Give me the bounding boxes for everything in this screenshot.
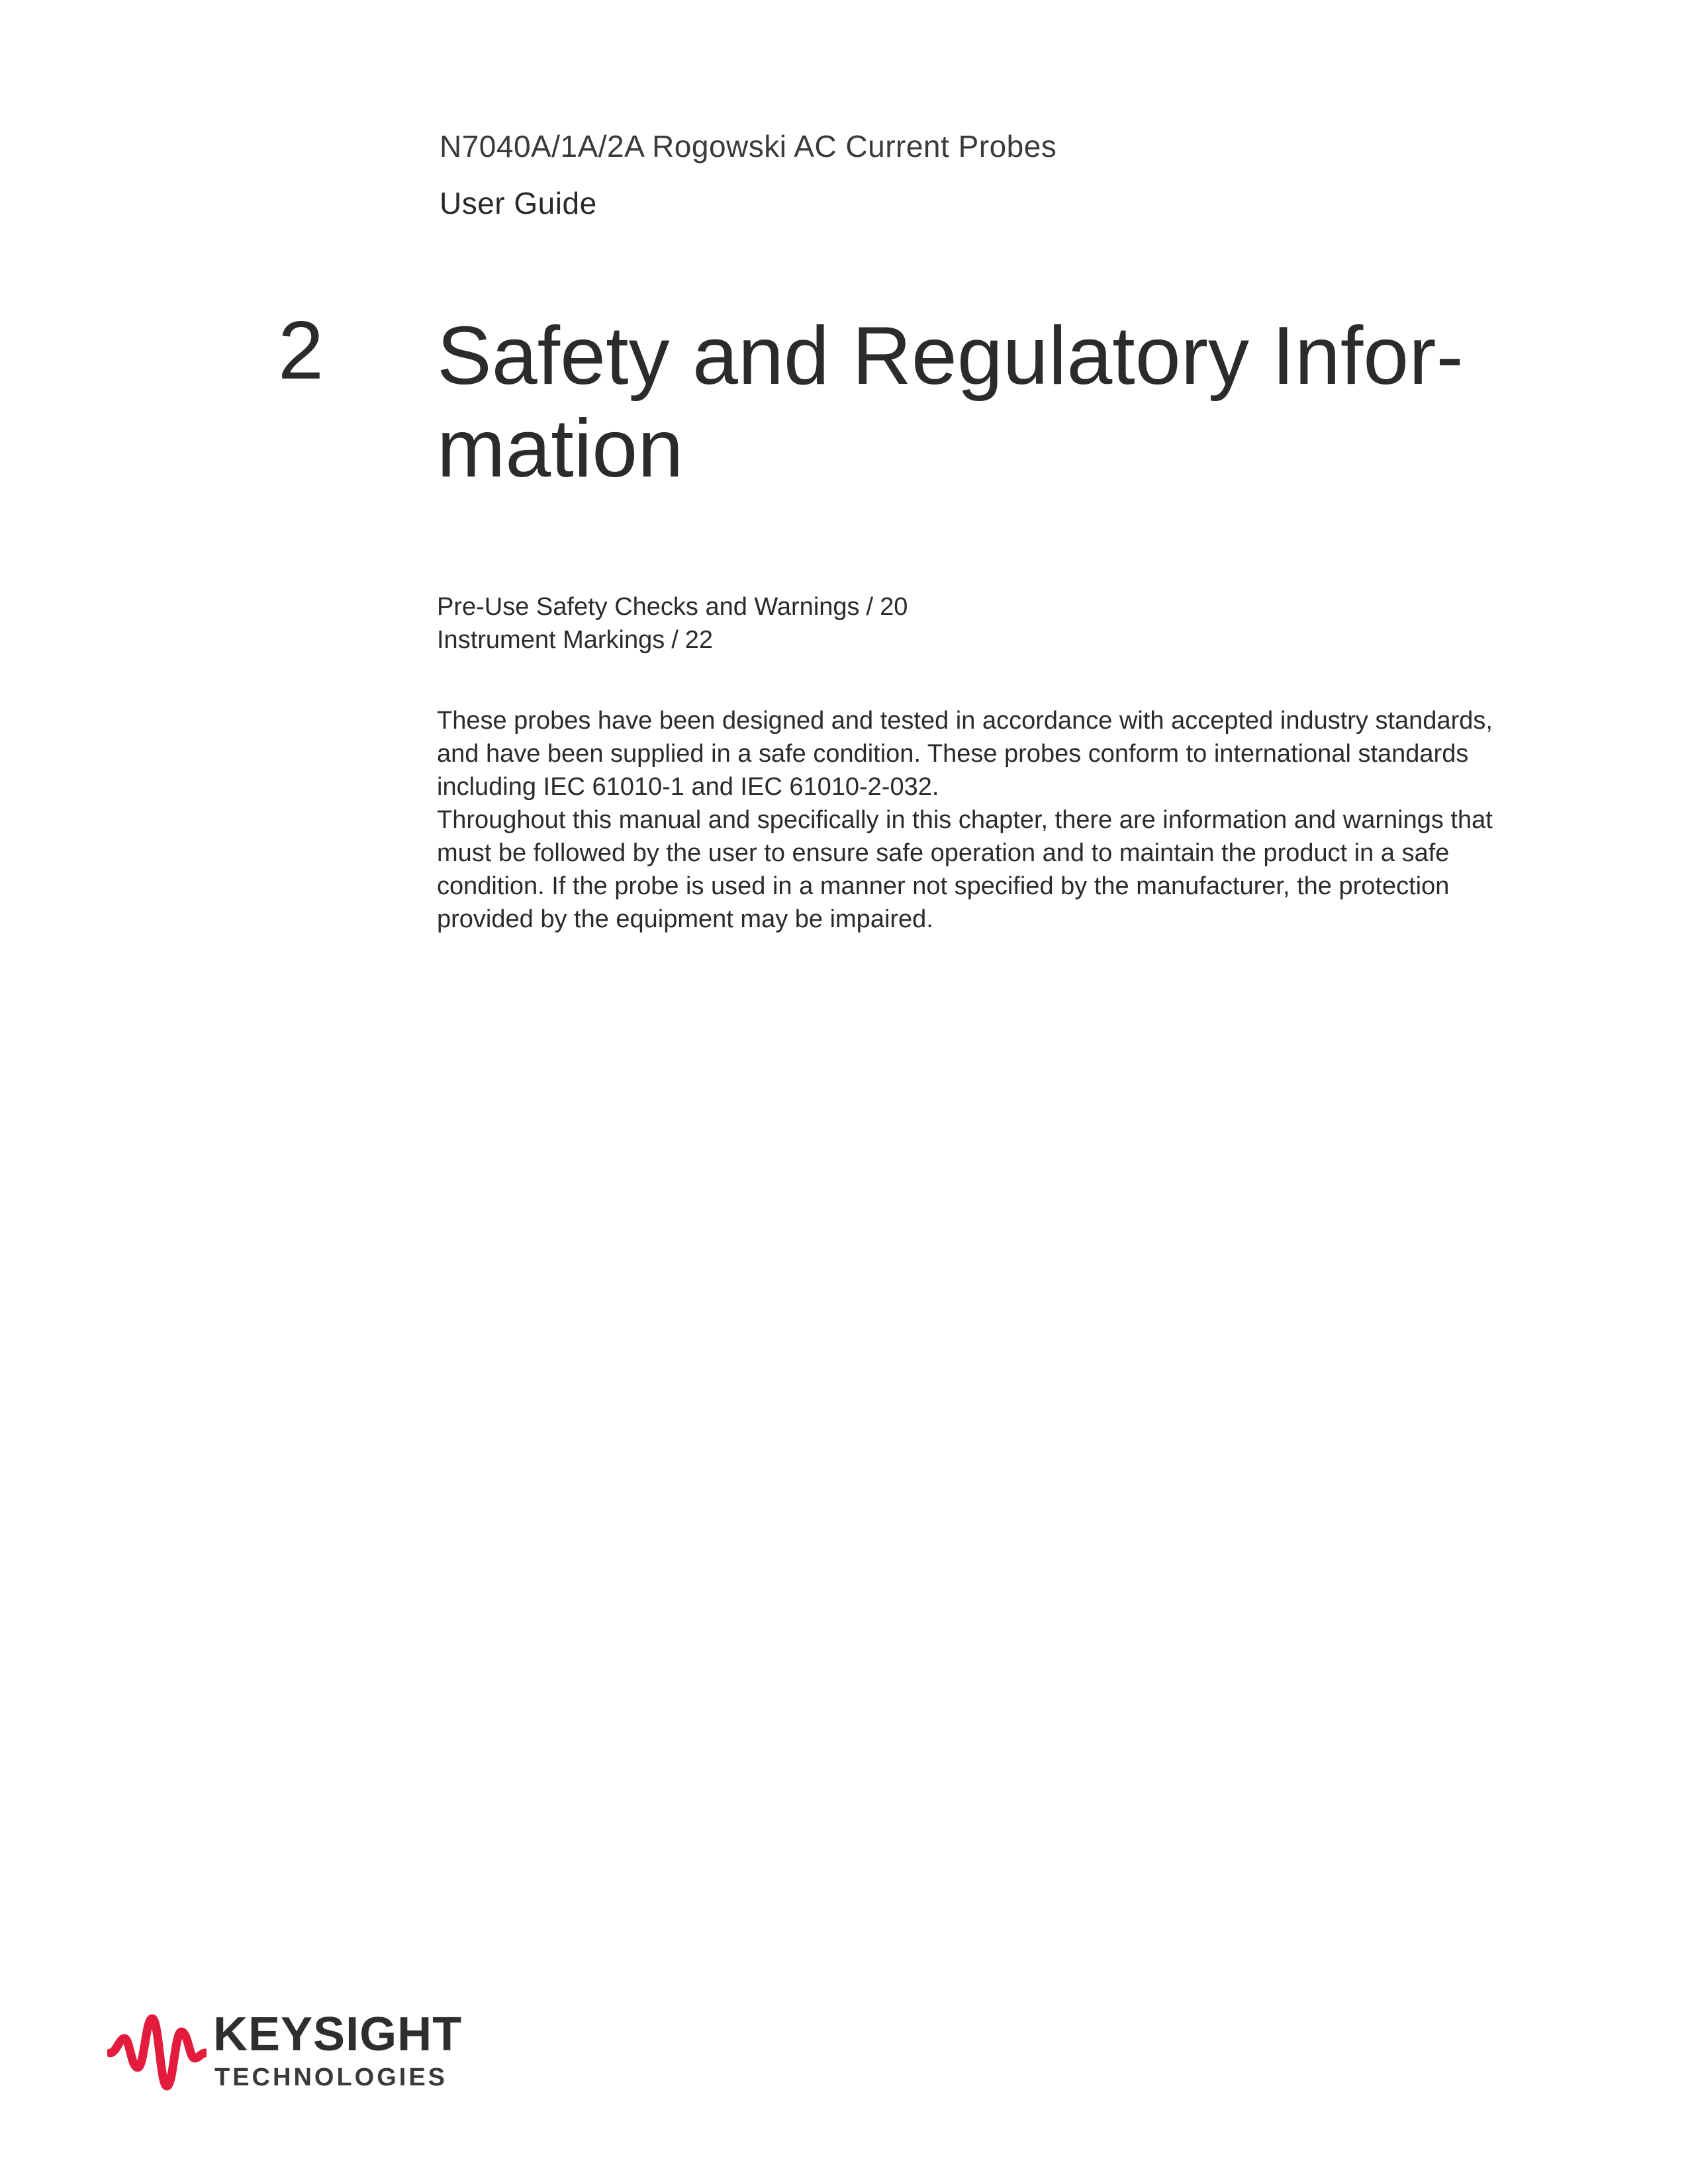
intro-paragraph-1: These probes have been designed and tested in accordance with accepted industry standards, and have been supplied in a safe condition. These probes conform to international standards including IEC 61010-1 and IEC 61010-2-032. xyxy=(437,707,1493,801)
toc-separator: / xyxy=(866,593,874,621)
document-title: N7040A/1A/2A Rogowski AC Current Probes xyxy=(440,129,1057,163)
toc-item-page: 22 xyxy=(684,626,714,654)
toc-separator: / xyxy=(671,626,679,654)
chapter-intro xyxy=(437,704,1509,936)
chapter-title-line-2: mation xyxy=(437,403,684,494)
keysight-logo xyxy=(107,2008,463,2095)
document-subtitle: User Guide xyxy=(440,186,597,220)
toc-item-title: Pre-Use Safety Checks and Warnings xyxy=(437,593,860,621)
logo-wordmark: KEYSIGHT xyxy=(213,2008,463,2061)
toc-item-page: 20 xyxy=(880,593,908,621)
toc-item-instrument-markings[interactable] xyxy=(437,623,1496,657)
toc-item-pre-use-safety[interactable] xyxy=(437,590,1496,623)
chapter-title xyxy=(437,310,1549,495)
keysight-wave-icon xyxy=(107,2012,207,2091)
chapter-toc xyxy=(437,590,1496,657)
intro-paragraph-2: Throughout this manual and specifically in this chapter, there are information and warnings that must be followed by the user to ensure safe operation and to maintain the product in a safe condition. If the probe is used in a manner not specified by the manufacturer, the protection provided by the equipment may be impaired. xyxy=(437,806,1493,933)
chapter-number: 2 xyxy=(278,305,324,396)
chapter-title-line-1: Safety and Regulatory Infor- xyxy=(437,310,1464,402)
logo-subtitle: TECHNOLOGIES xyxy=(214,2064,448,2091)
toc-item-title: Instrument Markings xyxy=(437,626,665,654)
